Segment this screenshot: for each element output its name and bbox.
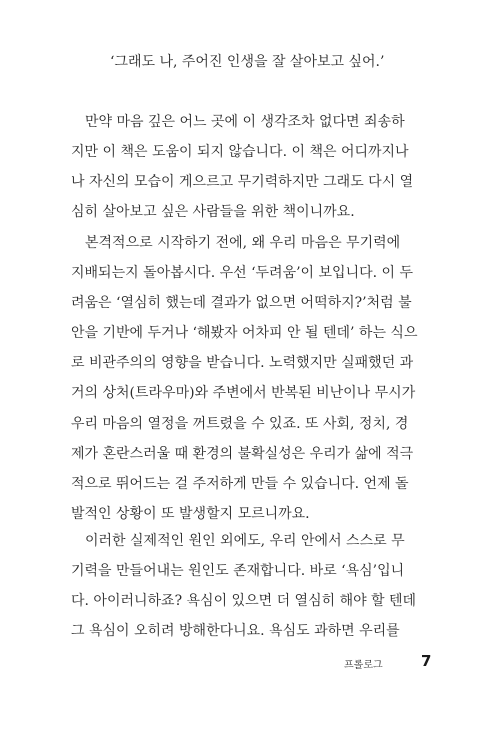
text-line: 려움은 ‘열심히 했는데 결과가 없으면 어떡하지?’처럼 불: [71, 295, 412, 312]
text-line: 발적인 상황이 또 발생할지 모르니까요.: [71, 505, 310, 522]
text-line: 심히 살아보고 싶은 사람들을 위한 책이니까요.: [71, 204, 355, 221]
text-line: 안을 기반에 두거나 ‘해봤자 어차피 안 될 텐데’ 하는 식으: [71, 325, 418, 342]
text-line: 우리 마음의 열정을 꺼트렸을 수 있죠. 또 사회, 정치, 경: [71, 415, 409, 432]
text-line: 만약 마음 깊은 어느 곳에 이 생각조차 없다면 죄송하: [85, 114, 405, 130]
text-line: 이러한 실제적인 원인 외에도, 우리 안에서 스스로 무: [85, 533, 405, 549]
text-line: 나 자신의 모습이 게으르고 무기력하지만 그래도 다시 열: [71, 174, 414, 191]
paragraph-1: [71, 107, 431, 227]
text-line: 그 욕심이 오히려 방해한다니요. 욕심도 과하면 우리를: [71, 623, 400, 640]
text-line: 지만 이 책은 도움이 되지 않습니다. 이 책은 어디까지나: [71, 144, 409, 161]
epigraph-quote: ‘그래도 나, 주어진 인생을 잘 살아보고 싶어.’: [110, 54, 385, 70]
text-line: 기력을 만들어내는 원인도 존재합니다. 바로 ‘욕심’입니: [71, 563, 405, 580]
section-label: 프롤로그: [344, 660, 383, 671]
text-line: 지배되는지 돌아봅시다. 우선 ‘두려움’이 보입니다. 이 두: [71, 265, 414, 282]
page-footer: [340, 652, 440, 672]
text-line: 다. 아이러니하죠? 욕심이 있으면 더 열심히 해야 할 텐데: [71, 593, 417, 610]
page-number: 7: [421, 652, 432, 670]
text-line: 본격적으로 시작하기 전에, 왜 우리 마음은 무기력에: [85, 235, 401, 251]
paragraph-3: [71, 526, 431, 646]
text-line: 로 비관주의의 영향을 받습니다. 노력했지만 실패했던 과: [71, 355, 414, 372]
text-line: 거의 상처(트라우마)와 주변에서 반복된 비난이나 무시가: [71, 385, 416, 402]
text-line: 제가 혼란스러울 때 환경의 불확실성은 우리가 삶에 적극: [71, 445, 414, 462]
paragraph-2: [71, 228, 431, 529]
text-line: 적으로 뛰어드는 걸 주저하게 만들 수 있습니다. 언제 돌: [71, 475, 409, 492]
